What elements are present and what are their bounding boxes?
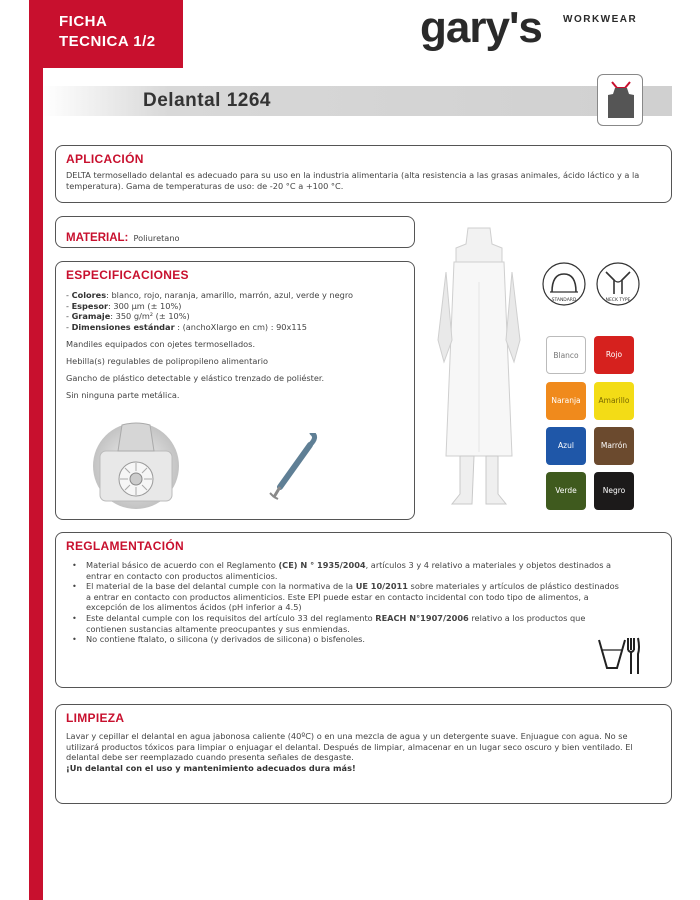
reglamentacion-section xyxy=(55,532,672,688)
color-swatch: Negro xyxy=(594,472,634,510)
spec-line: - Colores: blanco, rojo, naranja, amarillo, marrón, azul, verde y negro xyxy=(66,290,354,300)
spec-line: - Gramaje: 350 g/m² (± 10%) xyxy=(66,311,190,322)
apron-icon xyxy=(604,80,638,120)
especificaciones-heading: ESPECIFICACIONES xyxy=(66,268,189,282)
reglamentacion-heading: REGLAMENTACIÓN xyxy=(66,539,184,553)
brand-logo xyxy=(420,4,650,56)
list-item: • El material de la base del delantal cumple con la normativa de la UE 10/2011 sobre materiales y artículos de plástico destinados a entrar en contacto con productos alimenticios. Este EPI puede estar en contacto incidental con todo tipo de alimentos, a excepción de los alimentos ácidos (pH inferior a 4.5) xyxy=(72,581,626,613)
hook-image xyxy=(266,433,326,503)
ficha-label: FICHA xyxy=(59,13,108,30)
limpieza-heading: LIMPIEZA xyxy=(66,711,125,725)
color-swatches xyxy=(546,336,638,512)
spec-note: Mandiles equipados con ojetes termosellados. xyxy=(66,339,256,350)
spec-note: Hebilla(s) regulables de polipropileno alimentario xyxy=(66,356,268,367)
aplicacion-section xyxy=(55,145,672,203)
material-value: Poliuretano xyxy=(133,233,180,243)
apron-category-badge xyxy=(597,74,643,126)
material-section xyxy=(55,216,415,248)
aplicacion-heading: APLICACIÓN xyxy=(66,152,144,166)
standard-symbol-icon xyxy=(543,263,585,305)
color-swatch: Blanco xyxy=(546,336,586,374)
list-item: • Material básico de acuerdo con el Reglamento (CE) N ° 1935/2004, artículos 3 y 4 relativo a materiales y objetos destinados a entrar en contacto con productos alimenticios. xyxy=(72,560,626,581)
left-accent-bar xyxy=(29,0,43,900)
spec-line: - Espesor: 300 µm (± 10%) xyxy=(66,300,182,311)
list-item: • Este delantal cumple con los requisitos del artículo 33 del reglamento REACH N°1907/2006 relativo a los productos que contienen sustancias altamente preocupantes y sus enmiendas. xyxy=(72,613,626,634)
list-item: • No contiene ftalato, o silicona (y derivados de silicona) o bisfenoles. xyxy=(72,634,626,645)
limpieza-text: Lavar y cepillar el delantal en agua jabonosa caliente (40ºC) o en una mezcla de agua y un detergente suave. Enjuague con agua. No se utilizará productos tóxicos para limpiar o enjuagar el delantal. Después de limpiar, almacenar en un lugar seco oscuro y bien ventilado. El delantal debe ser reemplazado cuando presenta señales de desgaste. xyxy=(66,731,633,763)
neck-type-symbol-icon xyxy=(597,263,639,305)
food-contact-icon xyxy=(596,634,640,676)
color-swatch: Naranja xyxy=(546,382,586,420)
material-label: MATERIAL: xyxy=(66,232,129,244)
brand-name: gary's xyxy=(420,3,542,52)
spec-line: - Dimensiones estándar : (anchoXlargo en cm) : 90x115 xyxy=(66,321,307,332)
brand-subtitle: WORKWEAR xyxy=(563,14,638,25)
color-swatch: Marrón xyxy=(594,427,634,465)
aplicacion-text: DELTA termosellado delantal es adecuado para su uso en la industria alimentaria (alta resistencia a las grasas animales, ácido láctico y a la temperatura). Gama de temperaturas de uso: de -20 °C a +100 °C. xyxy=(66,170,640,191)
certification-symbols xyxy=(540,262,650,308)
color-swatch: Azul xyxy=(546,427,586,465)
neck-type-caption: NECK TYPE xyxy=(605,298,631,303)
ficha-tecnica-tab xyxy=(43,0,183,68)
apron-product-photo xyxy=(432,222,526,512)
color-swatch: Amarillo xyxy=(594,382,634,420)
color-swatch: Rojo xyxy=(594,336,634,374)
spec-note: Gancho de plástico detectable y elástico trenzado de poliéster. xyxy=(66,373,325,384)
product-title: Delantal 1264 xyxy=(143,90,271,111)
color-swatch: Verde xyxy=(546,472,586,510)
regulation-list xyxy=(66,560,626,645)
limpieza-section xyxy=(55,704,672,804)
spec-note: Sin ninguna parte metálica. xyxy=(66,390,180,401)
product-title-band xyxy=(43,86,672,116)
spec-list xyxy=(66,290,404,332)
limpieza-tagline: ¡Un delantal con el uso y mantenimiento adecuados dura más! xyxy=(66,762,356,773)
buckle-photo xyxy=(92,421,180,511)
tecnica-label: TECNICA 1/2 xyxy=(59,33,156,50)
standard-caption: STANDARD xyxy=(551,298,577,303)
